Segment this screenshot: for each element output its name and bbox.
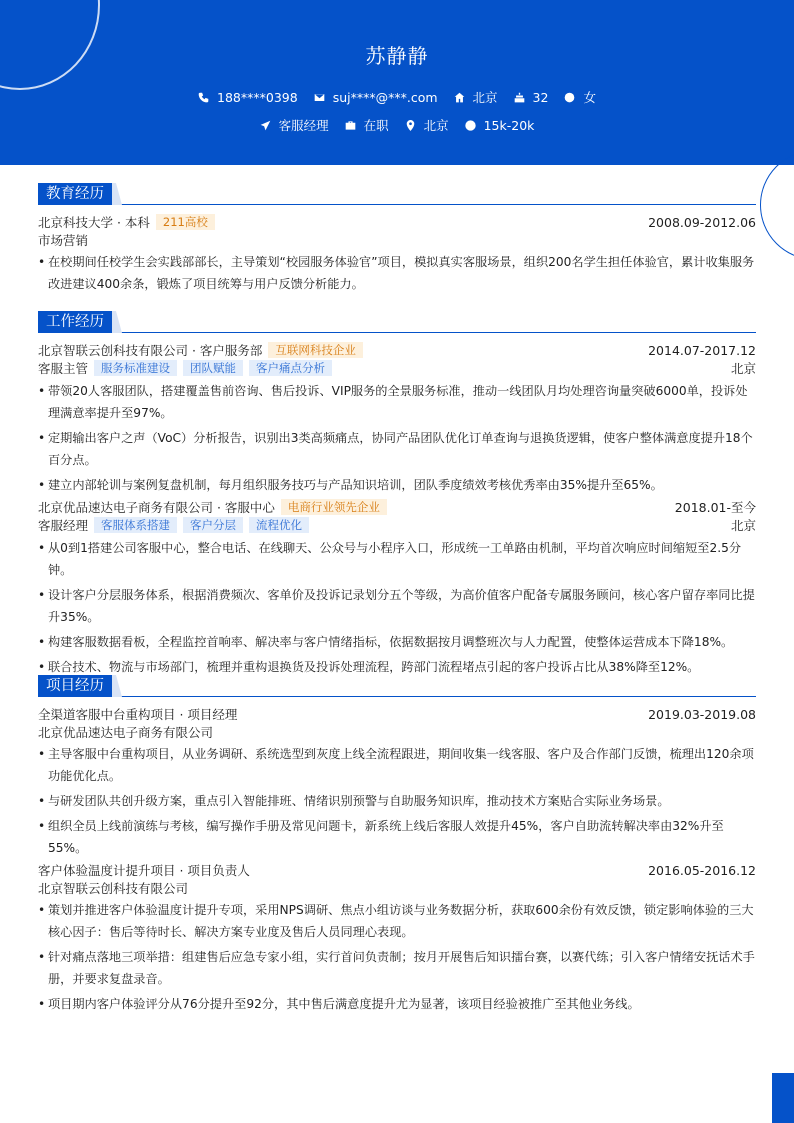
- briefcase-icon: [345, 120, 356, 131]
- candidate-name: 苏静静: [365, 44, 429, 68]
- company-tag: 互联网科技企业: [268, 342, 363, 358]
- education-date: 2008.09-2012.06: [648, 214, 756, 230]
- location-pin-icon: [405, 120, 416, 131]
- education-row: [38, 213, 756, 231]
- list-item: • 针对痛点落地三项举措：组建售后应急专家小组，实行首问负责制；按月开展售后知识擂台赛，以赛代练；引入客户情绪安抚话术手册，并要求复盘录音。: [38, 946, 756, 990]
- school-name: 北京科技大学 · 本科: [38, 215, 150, 230]
- mail-icon: [314, 92, 325, 103]
- section-header: [38, 183, 756, 205]
- job-city: 北京: [730, 518, 756, 533]
- project-name: 全渠道客服中台重构项目 · 项目经理: [38, 707, 238, 722]
- skill-tag: 客户痛点分析: [249, 360, 332, 376]
- role-row: [38, 359, 756, 377]
- project-bullets: [38, 743, 756, 859]
- project-row: [38, 705, 756, 723]
- email-text: suj****@***.com: [332, 89, 438, 105]
- school-tag: 211高校: [156, 214, 215, 230]
- project-section: [38, 675, 756, 1015]
- home-text: 北京: [472, 90, 498, 105]
- home-icon: [454, 92, 465, 103]
- list-item: • 设计客户分层服务体系，根据消费频次、客单价及投诉记录划分五个等级，为高价值客户配备专属服务顾问，核心客户留存率同比提升35%。: [38, 584, 756, 628]
- job-bullets: [38, 537, 756, 678]
- money-icon: [465, 120, 476, 131]
- list-item: • 主导客服中台重构项目，从业务调研、系统选型到灰度上线全流程跟进，期间收集一线客服、客户及合作部门反馈，梳理出120余项功能优化点。: [38, 743, 756, 787]
- list-item: • 定期输出客户之声（VoC）分析报告，识别出3类高频痛点，协同产品团队优化订单查询与退换货逻辑，使客户整体满意度提升18个百分点。: [38, 427, 756, 471]
- list-item: • 建立内部轮训与案例复盘机制，每月组织服务技巧与产品知识培训，团队季度绩效考核优秀率由35%提升至65%。: [38, 474, 756, 496]
- list-item: • 策划并推进客户体验温度计提升专项，采用NPS调研、焦点小组访谈与业务数据分析，获取600余份有效反馈，锁定影响体验的三大核心因子：售后等待时长、解决方案专业度及售后人员同理心表现。: [38, 899, 756, 943]
- phone-text: 188****0398: [217, 89, 298, 105]
- city-info: [405, 116, 449, 134]
- list-item: • 构建客服数据看板，全程监控首响率、解决率与客户情绪指标，依据数据按月调整班次与人力配置，使整体运营成本下降18%。: [38, 631, 756, 653]
- project-date: 2019.03-2019.08: [648, 706, 756, 722]
- job-bullets: [38, 380, 756, 496]
- salary-info: [465, 118, 535, 133]
- list-item: • 项目期内客户体验评分从76分提升至92分，其中售后满意度提升尤为显著，该项目经验被推广至其他业务线。: [38, 993, 756, 1015]
- job-city: 北京: [730, 361, 756, 376]
- skill-tag: 团队赋能: [183, 360, 243, 376]
- section-title: 项目经历: [38, 675, 112, 697]
- job-row: [38, 341, 756, 359]
- job-text: 客服经理: [278, 118, 329, 133]
- work-section: [38, 311, 756, 678]
- contact-line: [0, 88, 794, 106]
- age-text: 32: [532, 89, 549, 105]
- age-info: [514, 90, 549, 105]
- job-date: 2014.07-2017.12: [648, 342, 756, 358]
- status-info: [345, 116, 389, 134]
- list-item: • 从0到1搭建公司客服中心，整合电话、在线聊天、公众号与小程序入口，形成统一工单路由机制，平均首次响应时间缩短至2.5分钟。: [38, 537, 756, 581]
- skill-tag: 客户分层: [183, 517, 243, 533]
- section-header: [38, 311, 756, 333]
- skill-tag: 服务标准建设: [94, 360, 177, 376]
- resume-header: [0, 0, 794, 165]
- project-org: 北京智联云创科技有限公司: [38, 881, 189, 896]
- decorative-arc: [760, 150, 794, 260]
- project-name: 客户体验温度计提升项目 · 项目负责人: [38, 863, 250, 878]
- company-name: 北京智联云创科技有限公司 · 客户服务部: [38, 343, 263, 358]
- section-title: 工作经历: [38, 311, 112, 333]
- project-date: 2016.05-2016.12: [648, 862, 756, 878]
- role-row: [38, 516, 756, 534]
- phone-info: [198, 90, 298, 105]
- job-info: [260, 116, 329, 134]
- salary-text: 15k-20k: [483, 117, 535, 133]
- list-item: • 带领20人客服团队，搭建覆盖售前咨询、售后投诉、VIP服务的全景服务标准，推动一线团队月均处理咨询量突破6000单，投诉处理满意率提升至97%。: [38, 380, 756, 424]
- gender-info: [564, 88, 596, 106]
- role-title: 客服经理: [38, 518, 89, 533]
- list-item: • 与研发团队共创升级方案，重点引入智能排班、情绪识别预警与自助服务知识库，推动技术方案贴合实际业务场景。: [38, 790, 756, 812]
- intent-line: [0, 116, 794, 134]
- education-bullets: [38, 251, 756, 295]
- education-section: [38, 183, 756, 295]
- role-title: 客服主管: [38, 361, 89, 376]
- list-item: • 在校期间任校学生会实践部部长，主导策划“校园服务体验官”项目，模拟真实客服场景，组织200名学生担任体验官，累计收集服务改进建议400余条，锻炼了项目统筹与用户反馈分析能力。: [38, 251, 756, 295]
- gender-icon: [564, 92, 575, 103]
- list-item: • 联合技术、物流与市场部门，梳理并重构退换货及投诉处理流程，跨部门流程堵点引起的客户投诉占比从38%降至12%。: [38, 656, 756, 678]
- decorative-corner-block: [772, 1073, 794, 1123]
- job-row: [38, 498, 756, 516]
- list-item: • 组织全员上线前演练与考核，编写操作手册及常见问题卡，新系统上线后客服人效提升45%，客户自助流转解决率由32%升至55%。: [38, 815, 756, 859]
- gender-text: 女: [583, 90, 596, 105]
- cake-icon: [514, 92, 525, 103]
- phone-icon: [198, 92, 209, 103]
- project-row: [38, 861, 756, 879]
- home-info: [454, 88, 498, 106]
- send-icon: [260, 120, 271, 131]
- company-name: 北京优品速达电子商务有限公司 · 客服中心: [38, 500, 275, 515]
- project-bullets: [38, 899, 756, 1015]
- company-tag: 电商行业领先企业: [281, 499, 387, 515]
- city-text: 北京: [423, 118, 449, 133]
- email-info: [314, 90, 438, 105]
- section-title: 教育经历: [38, 183, 112, 205]
- skill-tag: 客服体系搭建: [94, 517, 177, 533]
- status-text: 在职: [363, 118, 389, 133]
- section-header: [38, 675, 756, 697]
- major: 市场营销: [38, 233, 89, 248]
- project-org: 北京优品速达电子商务有限公司: [38, 725, 214, 740]
- skill-tag: 流程优化: [249, 517, 309, 533]
- job-date: 2018.01-至今: [674, 500, 756, 515]
